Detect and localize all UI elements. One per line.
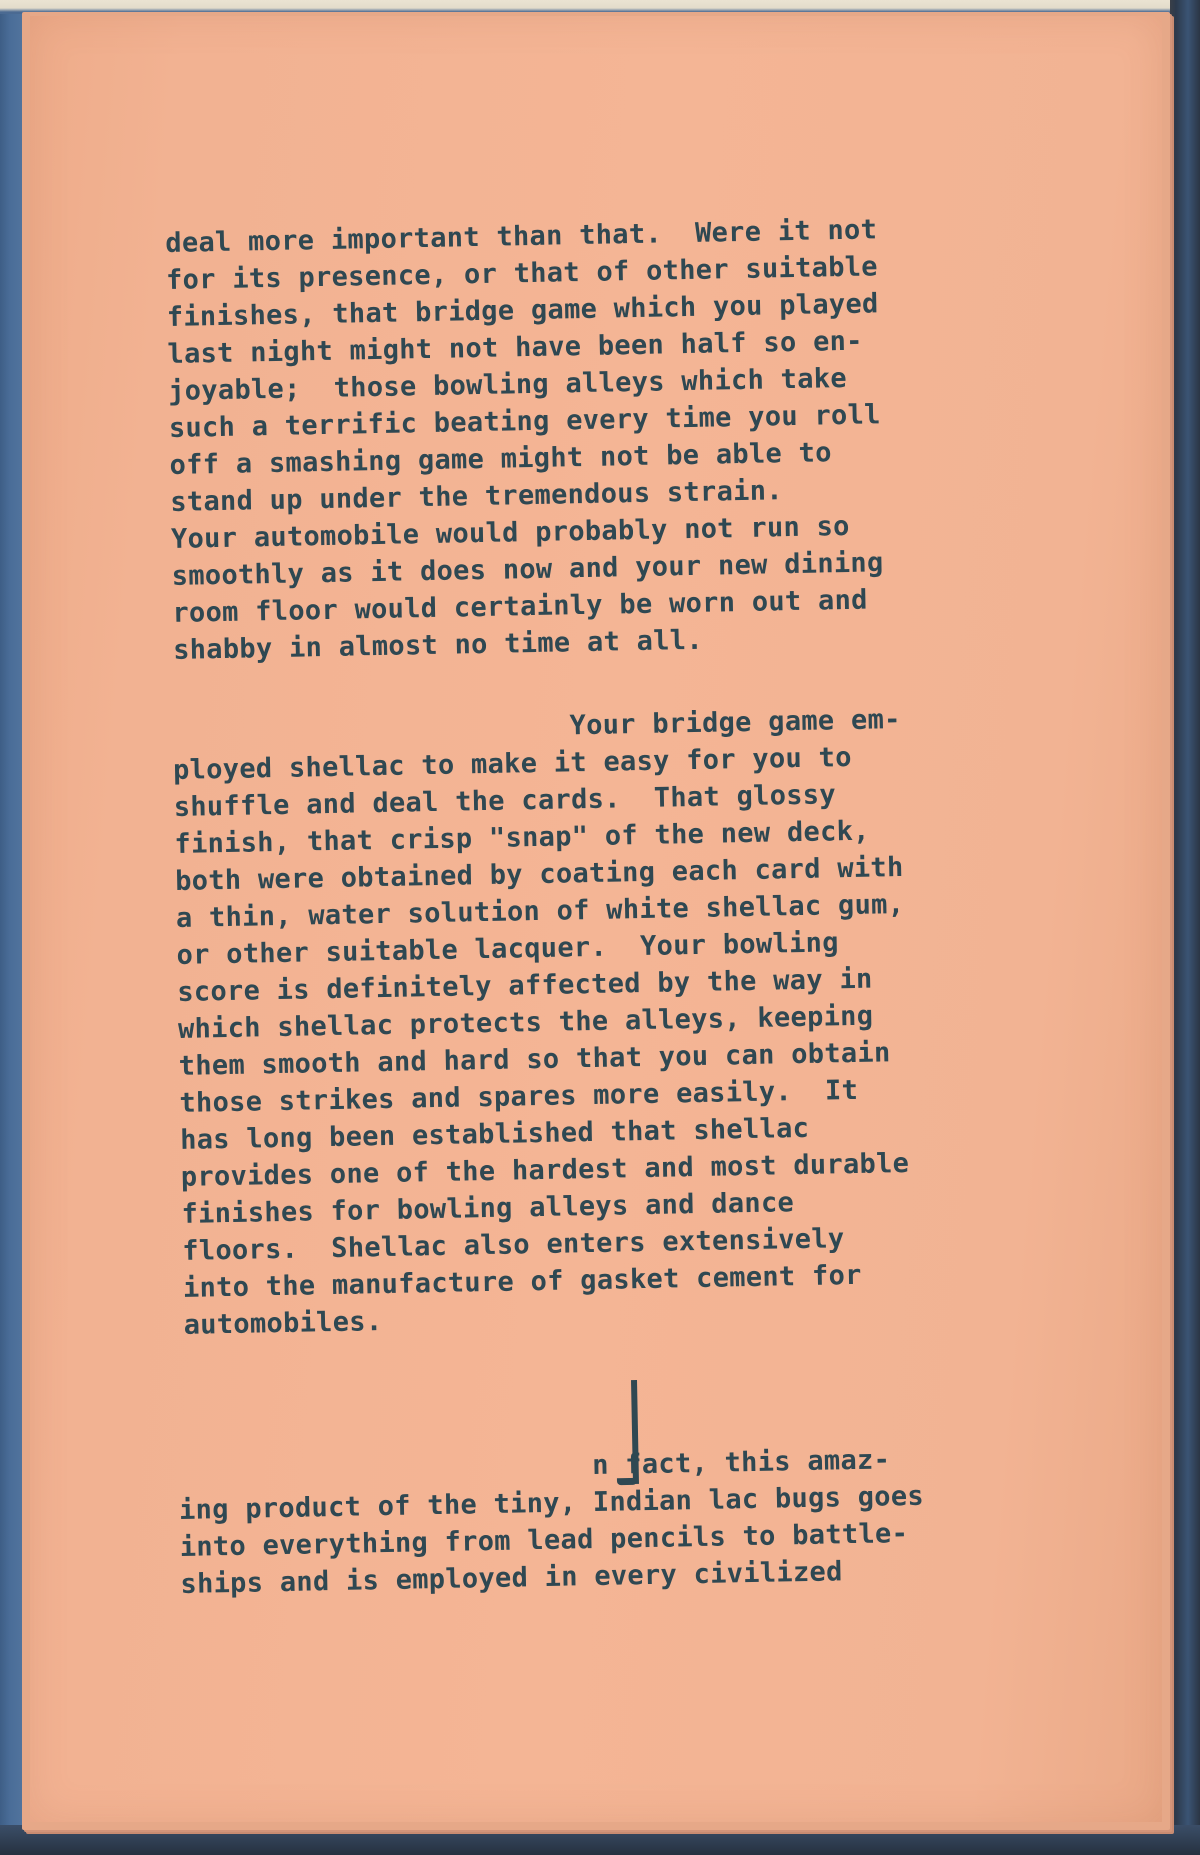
paragraph-2: Your bridge game em- ployed shellac to make it easy for you to shuffle and deal the cards. That glossy finish, that crisp "snap" of the new deck, both were obtained by coating each card with a thin, water solution of white shellac gum, or other suitable lacquer. Your bowling score is definitely affected by the way in which shellac protects the alleys, keeping them smooth and hard so that you can obtain those strikes and spares more easily. It has long been established that shellac provides one of the hardest and most durable finishes for bowling alleys and dance floors. Shellac also enters extensively into the manufacture of gasket cement for automobiles.: [172, 704, 910, 1341]
book-right-edge: [1170, 0, 1200, 1855]
paragraph-1: deal more important than that. Were it not for its presence, or that of other suitable finishes, that bridge game which you played last night might not have been half so en- joyable; those bowling alleys which take such a terrific beating every time you roll off a smashing game might not be able to stand up under the tremendous strain. Your automobile would probably not run so smoothly as it does now and your new dining room floor would certainly be worn out and shabby in almost no time at all.: [165, 214, 884, 666]
paragraph-3: n fact, this amaz- ing product of the tiny, Indian lac bugs goes into everything from lead pencils to battle- ships and is employed in every civilized: [178, 1444, 925, 1600]
